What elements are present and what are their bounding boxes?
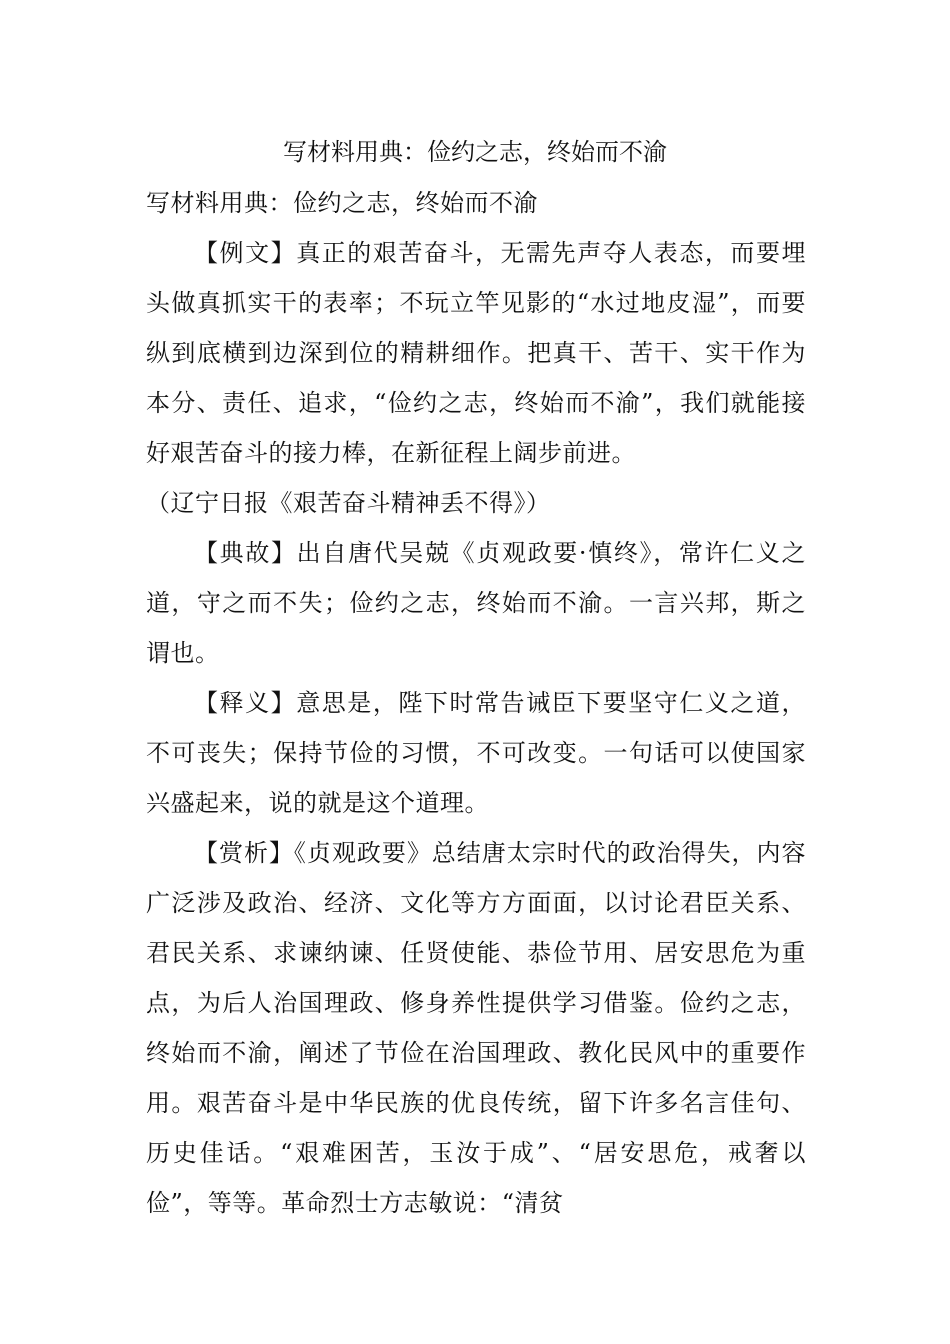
- appreciation-paragraph: [146, 828, 806, 1228]
- document-body: [146, 178, 806, 1228]
- meaning-tag: 【释义】: [194, 689, 297, 717]
- appreciation-tag: 【赏析】: [194, 839, 294, 867]
- allusion-paragraph: [146, 528, 806, 678]
- meaning-paragraph: [146, 678, 806, 828]
- example-paragraph: [146, 228, 806, 478]
- example-tag: 【例文】: [194, 239, 297, 267]
- allusion-tag: 【典故】: [194, 539, 297, 567]
- meaning-text: 意思是，陛下时常告诫臣下要坚守仁义之道，不可丧失；保持节俭的习惯，不可改变。一句话可以使国家兴盛起来，说的就是这个道理。: [146, 689, 807, 817]
- document-title: 写材料用典：俭约之志，终始而不渝: [283, 138, 667, 166]
- document-subtitle: 写材料用典：俭约之志，终始而不渝: [146, 189, 538, 217]
- example-source: （辽宁日报《艰苦奋斗精神丢不得》）: [146, 489, 551, 517]
- example-text: 真正的艰苦奋斗，无需先声夺人表态，而要埋头做真抓实干的表率；不玩立竿见影的“水过地皮湿”，而要纵到底横到边深到位的精耕细作。把真干、苦干、实干作为本分、责任、追求，“俭约之志，终始而不渝”，我们就能接好艰苦奋斗的接力棒，在新征程上阔步前进。: [146, 239, 807, 467]
- appreciation-text: 《贞观政要》总结唐太宗时代的政治得失，内容广泛涉及政治、经济、文化等方方面面，以讨论君臣关系、君民关系、求谏纳谏、任贤使能、恭俭节用、居安思危为重点，为后人治国理政、修身养性提供学习借鉴。俭约之志，终始而不渝，阐述了节俭在治国理政、教化民风中的重要作用。艰苦奋斗是中华民族的优良传统，留下许多名言佳句、历史佳话。“艰难困苦，玉汝于成”、“居安思危，戒奢以俭”，等等。革命烈士方志敏说：“清贫: [146, 839, 807, 1217]
- allusion-text: 出自唐代吴兢《贞观政要·慎终》，常许仁义之道，守之而不失；俭约之志，终始而不渝。一言兴邦，斯之谓也。: [146, 539, 806, 667]
